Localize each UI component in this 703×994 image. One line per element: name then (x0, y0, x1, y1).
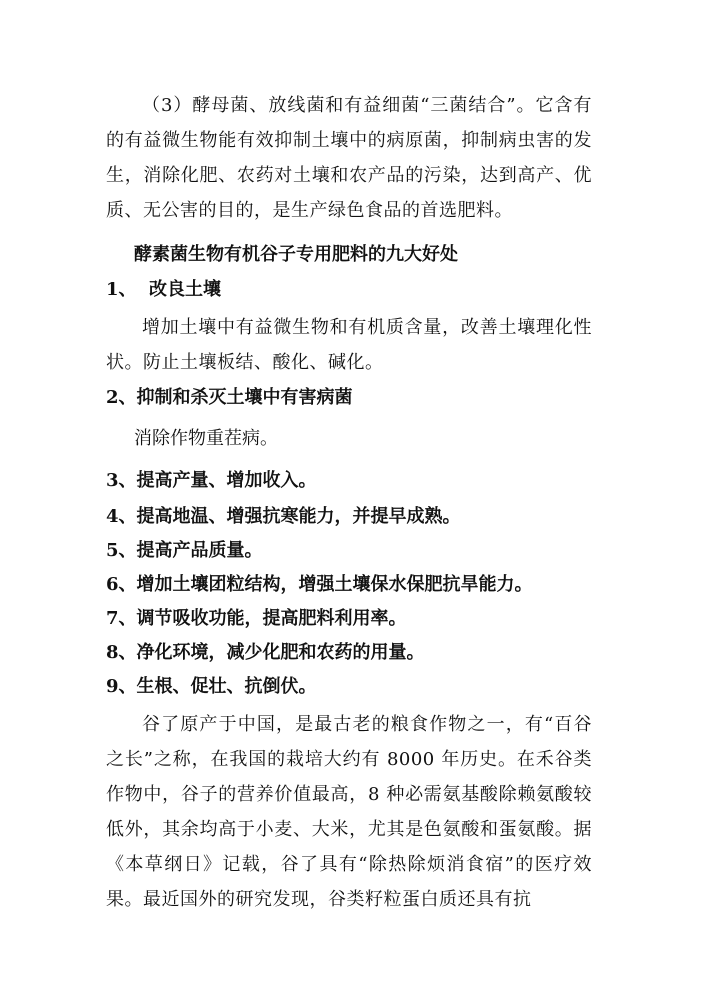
benefit-1-description: 增加土壤中有益微生物和有机质含量，改善土壤理化性状。防止土壤板结、酸化、碱化。 (106, 317, 592, 373)
section-heading: 酵素菌生物有机谷子专用肥料的九大好处 (134, 244, 458, 265)
benefit-6: 6、增加土壤团粒结构，增强土壤保水保肥抗旱能力。 (106, 574, 533, 595)
benefit-2-title: 2、抑制和杀灭土壤中有害病菌 (106, 387, 353, 408)
benefit-8: 8、净化环境，减少化肥和农药的用量。 (106, 642, 425, 663)
benefit-5: 5、提高产品质量。 (106, 540, 263, 561)
millet-paragraph: 谷了原产于中国，是最古老的粮食作物之一，有“百谷之长”之称，在我国的栽培大约有 8000 年历史。在禾谷类作物中，谷子的营养价值最高，8 种必需氨基酸除赖氨酸较低外，其余均高于小麦、大米，尤其是色氨酸和蛋氨酸。据《本草纲日》记载，谷了具有“除热除烦消食宿”的医疗效果。最近国外的研究发现，谷类籽粒蛋白质还具有抗 (106, 714, 592, 910)
benefit-3: 3、提高产量、增加收入。 (106, 470, 317, 491)
benefit-9: 9、生根、促壮、抗倒伏。 (106, 676, 317, 697)
paragraph-three-bacteria: （3）酵母菌、放线菌和有益细菌“三菌结合”。它含有的有益微生物能有效抑制土壤中的病原菌，抑制病虫害的发生，消除化肥、农药对土壤和农产品的污染，达到高产、优质、无公害的目的，是生产绿色食品的首选肥料。 (106, 95, 592, 221)
benefit-2-description: 消除作物重茬病。 (134, 428, 278, 449)
benefit-4: 4、提高地温、增强抗寒能力，并提早成熟。 (106, 506, 461, 527)
benefit-7: 7、调节吸收功能，提高肥料利用率。 (106, 608, 407, 629)
benefit-1-title: 1、 改良土壤 (106, 279, 222, 300)
